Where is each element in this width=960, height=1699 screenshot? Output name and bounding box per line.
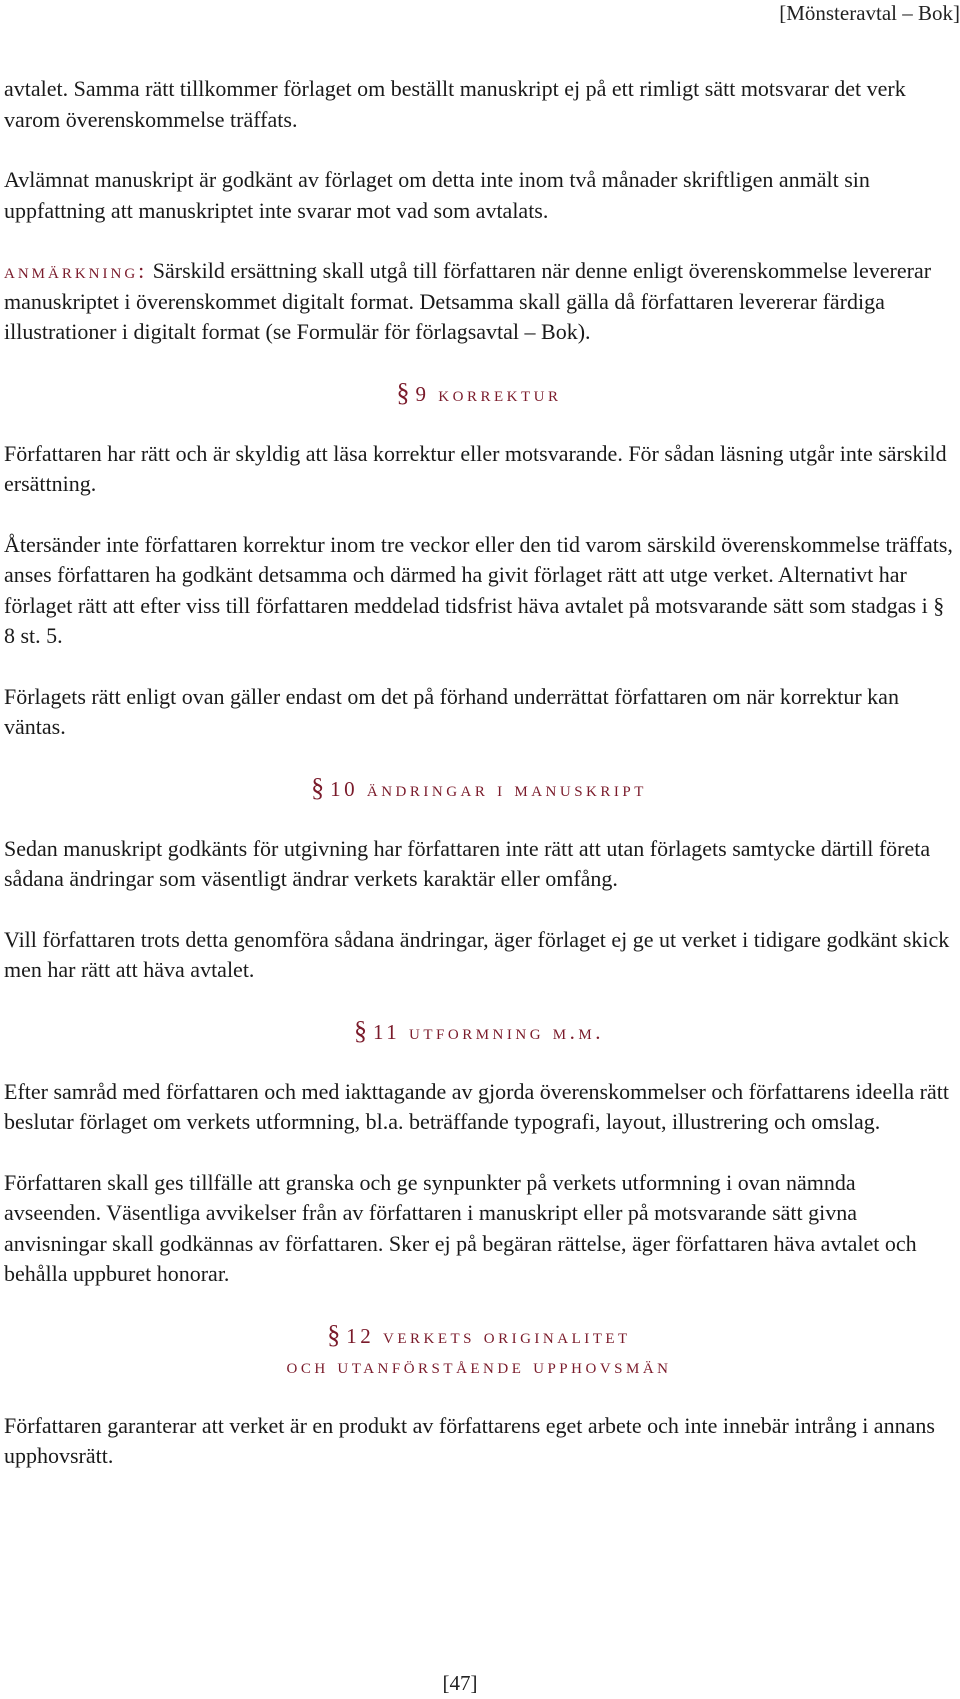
paragraph: Vill författaren trots detta genomföra sådana ändringar, äger förlaget ej ge ut verket i tidigare godkänt skick men har rätt att häva avtalet. [4,926,950,982]
section-symbol: § [311,772,325,802]
note-label: anmärkning: [4,258,148,283]
section-title-line-1: 12 verkets originalitet [346,1323,631,1348]
paragraph: Författaren garanterar att verket är en produkt av författarens eget arbete och inte innebär intrång i annans upphovsrätt. [4,1412,935,1468]
section-title-line-2: och utanförstående upphovsmän [286,1353,672,1378]
section-heading-10 [4,773,954,804]
section-title: 9 korrektur [415,381,562,406]
section-title: 10 ändringar i manuskript [330,776,647,801]
paragraph: Förlagets rätt enligt ovan gäller endast om det på förhand underrättat författaren om när korrektur kan väntas. [4,683,899,739]
section-title: 11 utformning m.m. [373,1019,604,1044]
section-symbol: § [327,1319,341,1349]
paragraph: avtalet. Samma rätt tillkommer förlaget om beställt manuskript ej på ett rimligt sätt motsvarar det verk varom överenskommelse träffats. [4,76,906,132]
section-symbol: § [396,377,410,407]
note-text: Särskild ersättning skall utgå till författaren när denne enligt överenskommelse levererar manuskriptet i överenskommet digitalt format. Detsamma skall gälla då författaren levererar färdiga illustrationer i digitalt format (se Formulär för förlagsavtal – Bok). [4,258,932,344]
section-heading-9 [4,378,954,409]
page-number: [47] [442,1671,478,1695]
section-heading-11 [4,1016,954,1047]
paragraph: Återsänder inte författaren korrektur inom tre veckor eller den tid varom särskild överenskommelse träffats, anses författaren ha godkänt detsamma och därmed ha givit förlaget rätt att utge verket. Alternativt har förlaget rätt att efter viss till författaren meddelad tidsfrist häva avtalet på motsvarande sätt som stadgas i § 8 st. 5. [4,531,953,648]
paragraph: Författaren har rätt och är skyldig att läsa korrektur eller motsvarande. För sådan läsning utgår inte särskild ersättning. [4,440,947,496]
paragraph: Avlämnat manuskript är godkänt av förlaget om detta inte inom två månader skriftligen anmält sin uppfattning att manuskriptet inte svarar mot vad som avtalats. [4,167,870,223]
paragraph: Sedan manuskript godkänts för utgivning har författaren inte rätt att utan förlagets samtycke därtill företa sådana ändringar som väsentligt ändrar verkets karaktär eller omfång. [4,835,931,891]
note-paragraph [4,256,954,348]
running-header: [Mönsteravtal – Bok] [779,1,960,25]
paragraph: Författaren skall ges tillfälle att granska och ge synpunkter på verkets utformning i ovan nämnda avseenden. Väsentliga avvikelser från av författaren i manuskript eller på motsvarande sätt givna anvisningar skall godkännas av författaren. Sker ej på begäran rättelse, äger författaren häva avtalet och behålla uppburet honorar. [4,1169,917,1286]
page-body [4,74,954,1502]
paragraph: Efter samråd med författaren och med iakttagande av gjorda överenskommelser och författarens ideella rätt beslutar förlaget om verkets utformning, bl.a. beträffande typografi, layout, illustrering och omslag. [4,1078,949,1134]
section-symbol: § [354,1015,368,1045]
section-heading-12 [4,1320,954,1381]
